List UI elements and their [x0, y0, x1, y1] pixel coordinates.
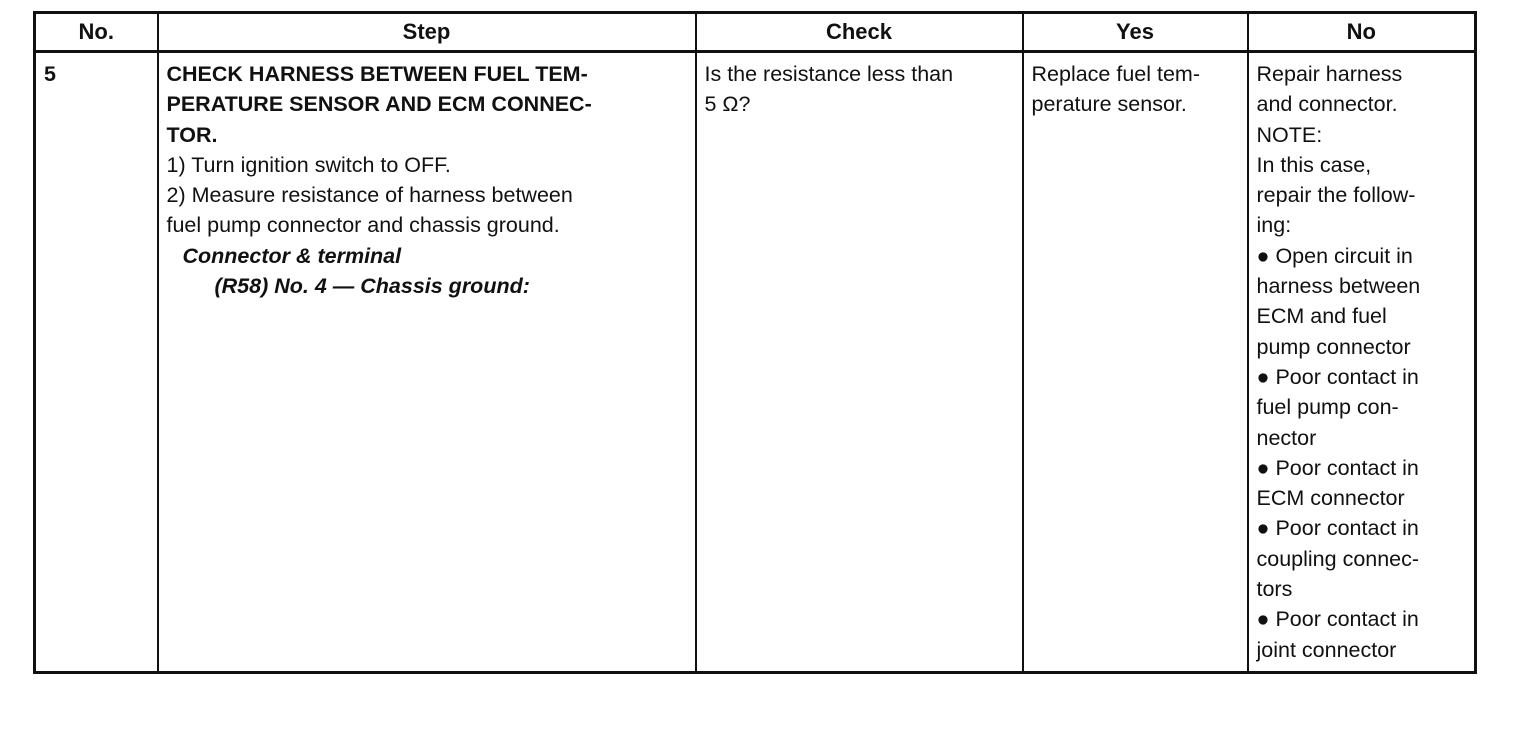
no-line: NOTE: [1256, 122, 1323, 147]
no-line: Repair harness [1256, 62, 1403, 86]
check-line: Is the resistance less than [704, 62, 954, 86]
step-cell [158, 52, 696, 673]
no-line: nector [1256, 425, 1317, 450]
no-line: fuel pump con- [1256, 395, 1399, 420]
no-line: coupling connec- [1256, 546, 1420, 571]
no-line: ● Poor contact in [1256, 364, 1419, 389]
no-line: ECM and fuel [1256, 304, 1387, 329]
yes-line: Replace fuel tem- [1031, 62, 1200, 86]
spec-value: (R58) No. 4 — Chassis ground: [214, 274, 530, 299]
header-no-result: No [1248, 13, 1476, 52]
step-heading-line: PERATURE SENSOR AND ECM CONNEC- [166, 92, 592, 117]
header-yes: Yes [1023, 13, 1248, 52]
header-no: No. [35, 13, 158, 52]
no-line: tors [1256, 577, 1293, 602]
no-line: ing: [1256, 213, 1292, 238]
no-line: joint connector [1256, 637, 1397, 662]
no-line: ● Poor contact in [1256, 516, 1419, 541]
step-instruction-line: 1) Turn ignition switch to OFF. [166, 152, 451, 177]
no-line: harness between [1256, 274, 1421, 299]
check-line: 5 Ω? [704, 92, 751, 117]
no-line: and connector. [1256, 92, 1398, 117]
step-instruction-line: 2) Measure resistance of harness between [166, 183, 573, 208]
no-line: pump connector [1256, 334, 1411, 359]
yes-line: perature sensor. [1031, 92, 1187, 117]
no-cell [1248, 52, 1476, 673]
no-line: repair the follow- [1256, 183, 1416, 208]
header-check: Check [696, 13, 1023, 52]
table-row [35, 52, 1476, 673]
step-number: 5 [35, 52, 158, 673]
yes-cell [1023, 52, 1248, 673]
no-line: ● Open circuit in [1256, 243, 1413, 268]
no-line: ● Poor contact in [1256, 455, 1419, 480]
step-instruction-line: fuel pump connector and chassis ground. [166, 213, 560, 238]
step-heading-line: TOR. [166, 122, 218, 147]
spec-label: Connector & terminal [182, 243, 402, 268]
no-line: ● Poor contact in [1256, 607, 1419, 632]
header-step: Step [158, 13, 696, 52]
diagnostic-table [33, 11, 1477, 674]
step-heading-line: CHECK HARNESS BETWEEN FUEL TEM- [166, 62, 588, 86]
no-line: ECM connector [1256, 486, 1405, 511]
check-cell [696, 52, 1023, 673]
no-line: In this case, [1256, 152, 1372, 177]
header-row [35, 13, 1476, 52]
